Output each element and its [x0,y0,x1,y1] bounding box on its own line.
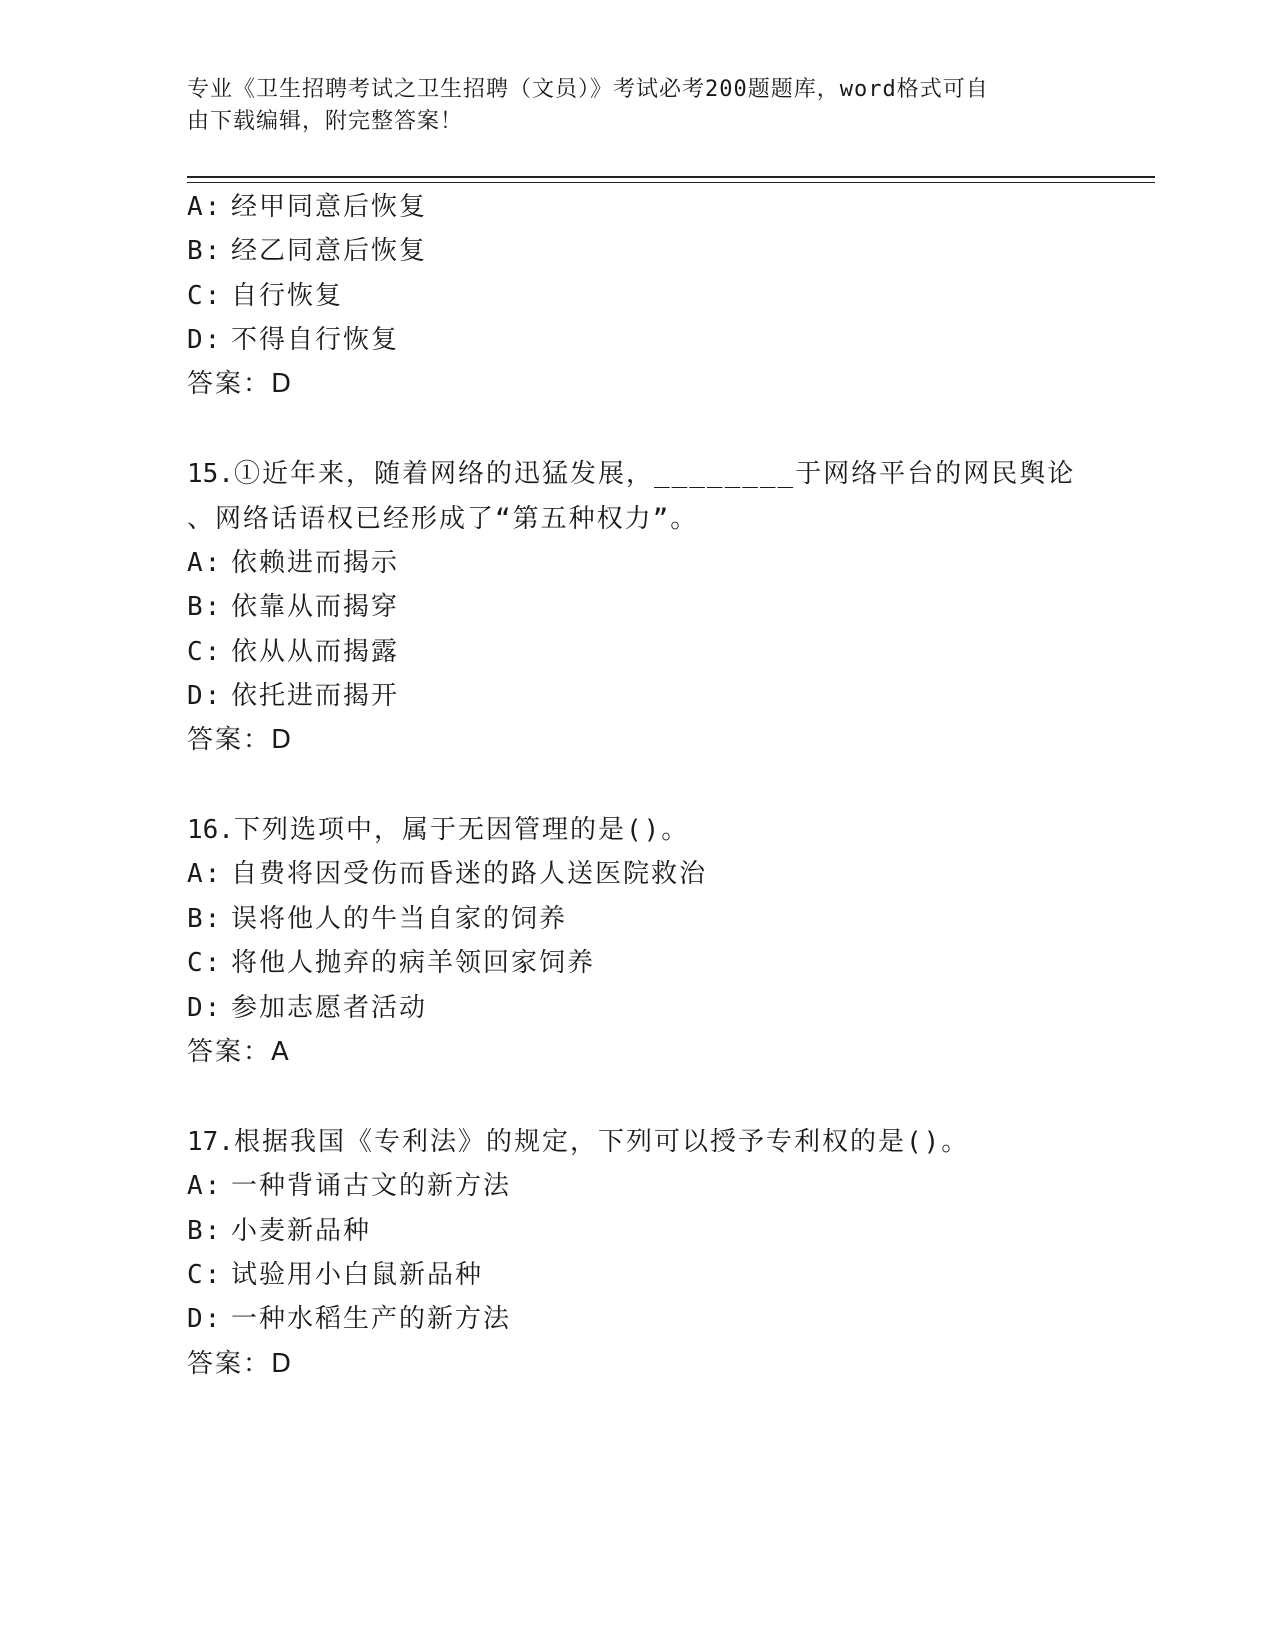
question-15-stem-line-2: 、网络话语权已经形成了“第五种权力”。 [187,504,699,534]
question-15-option-a [187,546,399,580]
option-text: 依从从而揭露 [231,637,400,667]
question-16-option-d [187,991,427,1025]
question-16-option-b [187,902,567,936]
option-text: 依托进而揭开 [231,681,400,711]
page-header [187,74,1067,138]
prev-answer: 答案：D [187,369,294,399]
prev-option-c [187,279,343,313]
question-17-stem [187,1125,969,1159]
question-16-stem [187,813,689,847]
option-letter: B: [187,592,223,622]
question-stem: 下列选项中，属于无因管理的是()。 [233,815,690,845]
option-text: 自费将因受伤而昏迷的路人送医院救治 [231,859,708,889]
option-text: 参加志愿者活动 [231,993,428,1023]
question-15-answer: 答案：D [187,725,294,755]
question-stem: ①近年来，随着网络的迅猛发展，________于网络平台的网民舆论 [233,459,1076,489]
header-line-2: 由下载编辑，附完整答案！ [187,109,464,134]
question-16-option-a [187,857,707,891]
question-16-option-c [187,946,595,980]
option-letter: A: [187,192,223,222]
option-text: 依靠从而揭穿 [231,592,400,622]
option-text: 误将他人的牛当自家的饲养 [231,904,568,934]
option-letter: A: [187,1171,223,1201]
question-15-option-b [187,590,399,624]
header-rule-thick [187,176,1155,178]
option-letter: D: [187,993,223,1023]
question-17-option-c [187,1258,483,1292]
question-number: 15. [187,459,234,489]
question-17-option-a [187,1169,511,1203]
option-letter: C: [187,1260,223,1290]
header-rule-thin [187,182,1155,183]
option-text: 试验用小白鼠新品种 [231,1260,484,1290]
option-letter: B: [187,1216,223,1246]
question-17-answer: 答案：D [187,1349,294,1379]
option-text: 经甲同意后恢复 [231,192,428,222]
option-text: 小麦新品种 [231,1216,372,1246]
option-text: 不得自行恢复 [231,325,400,355]
question-17-option-b [187,1214,371,1248]
option-text: 经乙同意后恢复 [231,236,428,266]
question-number: 16. [187,815,234,845]
option-letter: A: [187,548,223,578]
question-stem: 根据我国《专利法》的规定，下列可以授予专利权的是()。 [233,1127,970,1157]
option-letter: A: [187,859,223,889]
question-16-answer: 答案：A [187,1037,291,1067]
option-letter: C: [187,281,223,311]
question-15-stem-line-1 [187,457,1075,491]
option-letter: B: [187,904,223,934]
option-letter: B: [187,236,223,266]
option-letter: C: [187,948,223,978]
prev-option-a [187,190,427,224]
question-number: 17. [187,1127,234,1157]
option-text: 自行恢复 [231,281,344,311]
option-text: 一种水稻生产的新方法 [231,1304,512,1334]
header-line-1: 专业《卫生招聘考试之卫生招聘（文员）》考试必考200题题库，word格式可自 [187,77,989,102]
option-letter: C: [187,637,223,667]
option-text: 将他人抛弃的病羊领回家饲养 [231,948,596,978]
question-15-option-d [187,679,399,713]
prev-option-d [187,323,399,357]
question-15-option-c [187,635,399,669]
option-letter: D: [187,1304,223,1334]
prev-option-b [187,234,427,268]
option-text: 依赖进而揭示 [231,548,400,578]
option-letter: D: [187,325,223,355]
option-letter: D: [187,681,223,711]
question-17-option-d [187,1302,511,1336]
option-text: 一种背诵古文的新方法 [231,1171,512,1201]
